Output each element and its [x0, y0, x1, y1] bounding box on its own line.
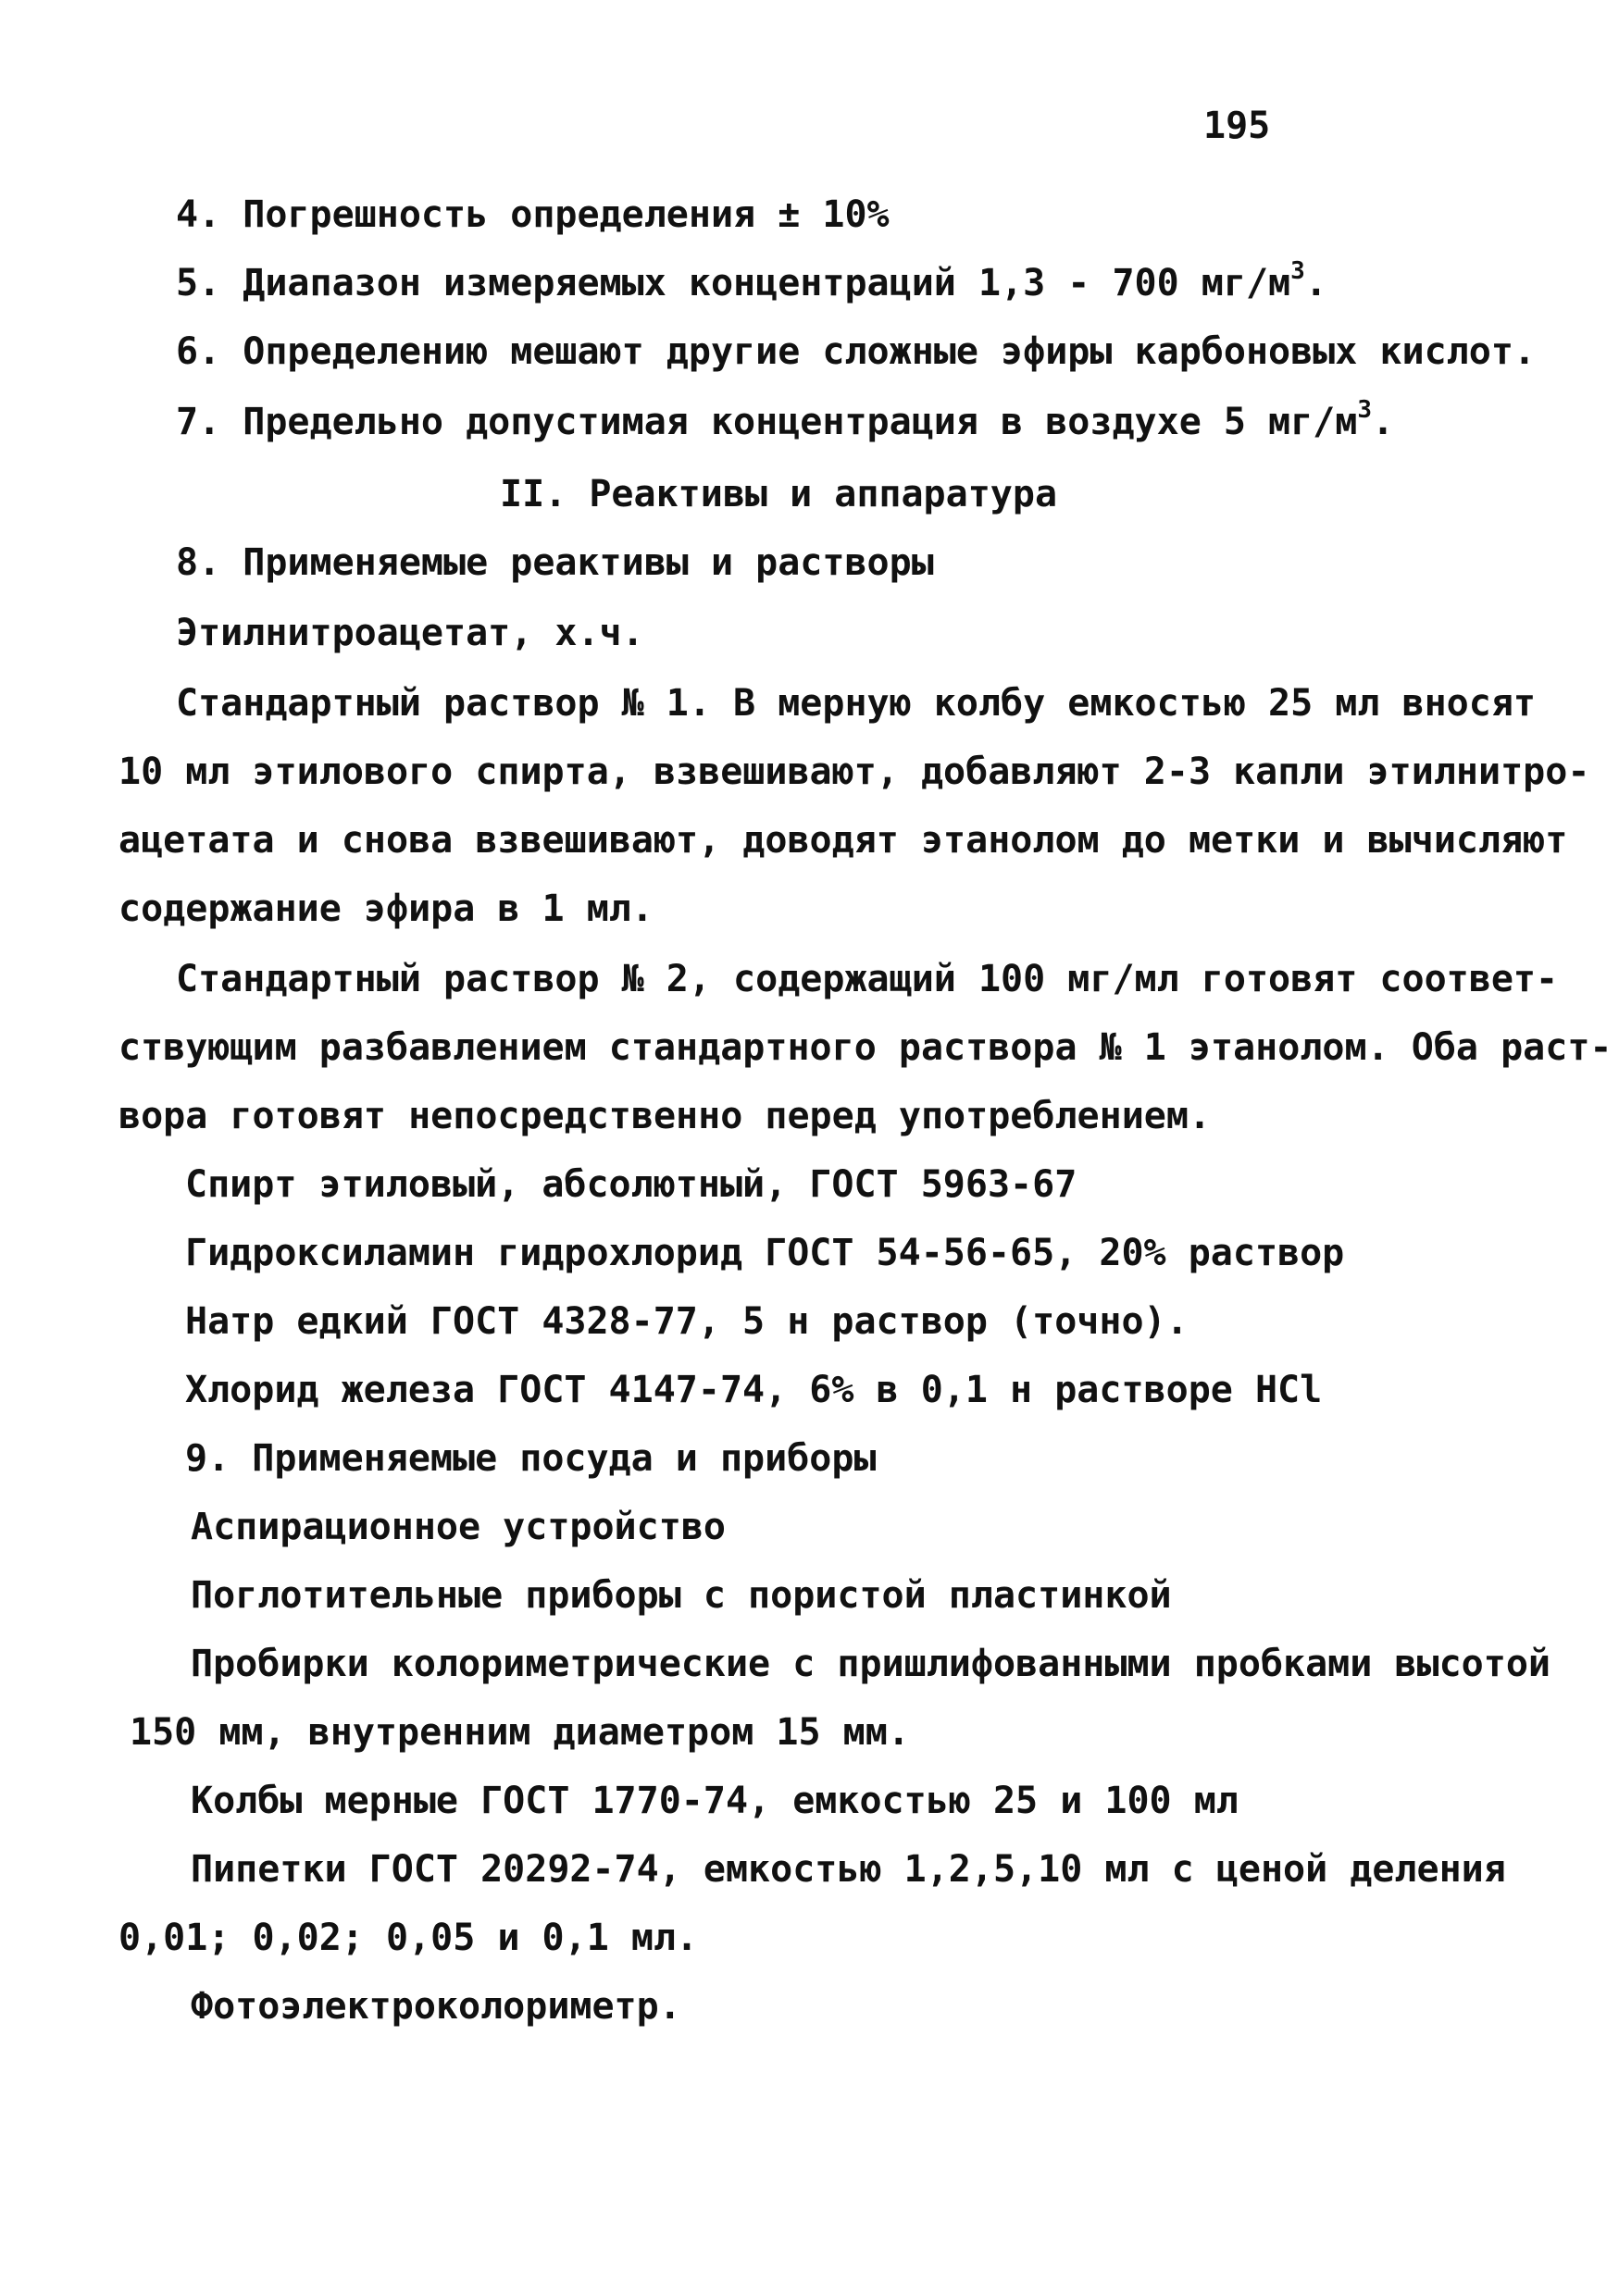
item-7-tail: . [1372, 401, 1395, 443]
item-9-title: 9. Применяемые посуда и приборы [185, 1437, 877, 1480]
reagent-sodium-hydroxide: Натр едкий ГОСТ 4328-77, 5 н раствор (точно). [185, 1300, 1189, 1343]
equipment-flasks: Колбы мерные ГОСТ 1770-74, емкостью 25 и 100 мл [191, 1780, 1239, 1822]
item-4: 4. Погрешность определения ± 10% [176, 193, 890, 236]
equipment-absorbers: Поглотительные приборы с пористой пластинкой [191, 1574, 1172, 1617]
item-5-superscript: 3 [1290, 257, 1305, 285]
equipment-pipettes-line-1: Пипетки ГОСТ 20292-74, емкостью 1,2,5,10 мл с ценой деления [191, 1848, 1506, 1891]
reagent-ethanol: Спирт этиловый, абсолютный, ГОСТ 5963-67 [185, 1163, 1077, 1206]
equipment-aspiration-device: Аспирационное устройство [191, 1506, 726, 1548]
std-solution-2-line-2: ствующим разбавлением стандартного раствора № 1 этанолом. Оба раст- [118, 1026, 1613, 1069]
reagent-ethylnitroacetate: Этилнитроацетат, х.ч. [176, 612, 644, 654]
std-solution-1-line-2: 10 мл этилового спирта, взвешивают, добавляют 2-3 капли этилнитро- [118, 751, 1590, 793]
std-solution-1-line-1: Стандартный раствор № 1. В мерную колбу емкостью 25 мл вносят [176, 682, 1537, 725]
item-6: 6. Определению мешают другие сложные эфиры карбоновых кислот. [176, 330, 1537, 373]
std-solution-2-line-1: Стандартный раствор № 2, содержащий 100 мг/мл готовят соответ- [176, 958, 1559, 1000]
equipment-photocolorimeter: Фотоэлектроколориметр. [191, 1985, 681, 2028]
std-solution-1-line-3: ацетата и снова взвешивают, доводят этанолом до метки и вычисляют [118, 819, 1568, 862]
item-7-text: 7. Предельно допустимая концентрация в воздухе 5 мг/м [176, 401, 1358, 443]
item-7 [176, 396, 1395, 444]
std-solution-2-line-3: вора готовят непосредственно перед употреблением. [118, 1095, 1212, 1137]
reagent-hydroxylamine: Гидроксиламин гидрохлорид ГОСТ 54-56-65, 20% раствор [185, 1232, 1345, 1274]
item-7-superscript: 3 [1357, 396, 1373, 424]
reagent-iron-chloride: Хлорид железа ГОСТ 4147-74, 6% в 0,1 н растворе HCl [185, 1369, 1323, 1411]
page-number: 195 [1203, 105, 1271, 147]
std-solution-1-line-4: содержание эфира в 1 мл. [118, 887, 654, 930]
equipment-pipettes-line-2: 0,01; 0,02; 0,05 и 0,1 мл. [118, 1917, 699, 1959]
item-5 [176, 257, 1327, 305]
section-2-title: II. Реактивы и аппаратура [500, 473, 1058, 515]
equipment-tubes-line-1: Пробирки колориметрические с пришлифованными пробками высотой [191, 1643, 1551, 1685]
item-5-text: 5. Диапазон измеряемых концентраций 1,3 - 700 мг/м [176, 262, 1291, 304]
item-8-title: 8. Применяемые реактивы и растворы [176, 541, 934, 584]
equipment-tubes-line-2: 150 мм, внутренним диаметром 15 мм. [130, 1711, 910, 1754]
item-5-tail: . [1304, 262, 1327, 304]
